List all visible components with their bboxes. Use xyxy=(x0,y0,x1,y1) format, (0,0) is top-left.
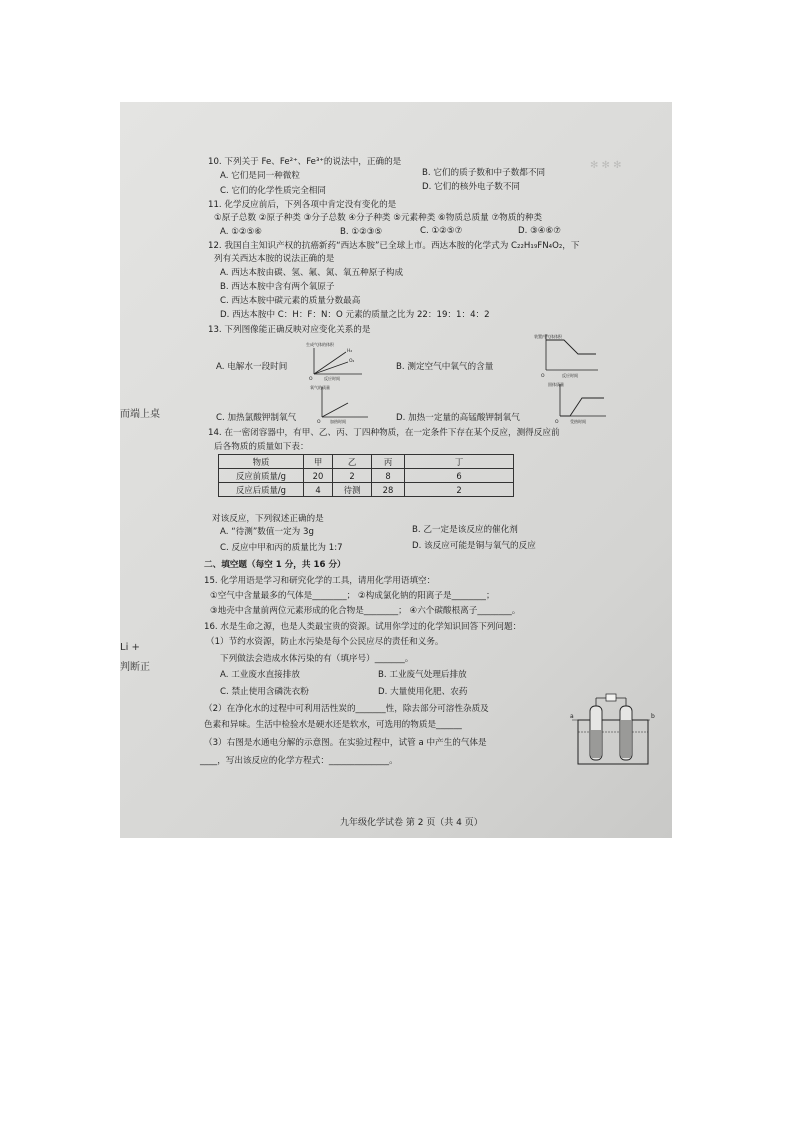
graph-a-o2-label: O₂ xyxy=(349,359,355,364)
electrolysis-diagram xyxy=(570,692,658,770)
q16-part1-question: 下列做法会造成水体污染的有（填序号）_______。 xyxy=(220,654,414,664)
graph-c-origin: O xyxy=(317,420,321,425)
table-cell: 待测 xyxy=(333,483,372,497)
graph-c xyxy=(310,381,372,425)
q12-option-c: C. 西达本胺中碳元素的质量分数最高 xyxy=(220,296,361,306)
side-fragment: 而端上桌 xyxy=(120,409,160,420)
q13-option-a: A. 电解水一段时间 xyxy=(216,362,288,372)
q11-option-c: C. ①②⑤⑦ xyxy=(420,226,463,236)
q14-stem-line1: 14. 在一密闭容器中，有甲、乙、丙、丁四种物质，在一定条件下存在某个反应，测得反应前 xyxy=(208,428,560,438)
q12-stem-line1: 12. 我国自主知识产权的抗癌新药“西达本胺”已全球上市。西达本胺的化学式为 C₂₂H₁₉FN₄O₂，下 xyxy=(208,241,580,251)
graph-a-h2-label: H₂ xyxy=(347,349,353,354)
table-row xyxy=(219,469,514,483)
q11-option-d: D. ③④⑥⑦ xyxy=(518,226,561,236)
exam-photo xyxy=(120,102,672,838)
bleed-through-text: ✻ ✻ ✻ xyxy=(590,160,622,171)
q12-stem-line2: 列有关西达本胺的说法正确的是 xyxy=(214,254,335,264)
table-cell: 反应后质量/g xyxy=(219,483,304,497)
q10-stem: 10. 下列关于 Fe、Fe²⁺、Fe³⁺的说法中，正确的是 xyxy=(208,157,402,167)
graph-a-origin: O xyxy=(309,377,313,382)
graph-a-ylabel: 生成气体的体积 xyxy=(306,342,334,347)
q12-option-b: B. 西达本胺中含有两个氧原子 xyxy=(220,282,335,292)
graph-c-ylabel: 氧气的质量 xyxy=(310,385,330,390)
graph-a-xlabel: 反应时间 xyxy=(324,376,340,381)
table-cell: 2 xyxy=(405,483,514,497)
q10-option-c: C. 它们的化学性质完全相同 xyxy=(220,186,326,196)
graph-d-xlabel: 受热时间 xyxy=(570,419,586,424)
table-header-cell: 丙 xyxy=(372,455,405,469)
graph-b xyxy=(534,330,600,378)
q12-option-a: A. 西达本胺由碳、氢、氟、氮、氧五种原子构成 xyxy=(220,268,404,278)
q13-option-c: C. 加热氯酸钾制氧气 xyxy=(216,413,297,423)
q10-option-b: B. 它们的质子数和中子数都不同 xyxy=(422,168,546,178)
page-footer: 九年级化学试卷 第 2 页（共 4 页） xyxy=(340,818,483,828)
q14-after: 对该反应，下列叙述正确的是 xyxy=(212,514,324,524)
section-heading: 二、填空题（每空 1 分，共 16 分） xyxy=(204,560,346,570)
q13-option-d: D. 加热一定量的高锰酸钾制氧气 xyxy=(396,413,520,423)
graph-a xyxy=(306,338,368,382)
side-fragment: Li + xyxy=(120,642,140,653)
table-header-cell: 物质 xyxy=(219,455,304,469)
q16-part3-line1: （3）右图是水通电分解的示意图。在实验过程中，试管 a 中产生的气体是 xyxy=(204,738,487,748)
table-header-cell: 甲 xyxy=(304,455,333,469)
q16-part2-line2: 色素和异味。生活中检验水是硬水还是软水，可选用的物质是______ xyxy=(204,720,462,730)
q16-part1: （1）节约水资源，防止水污染是每个公民应尽的责任和义务。 xyxy=(206,637,444,647)
table-cell: 8 xyxy=(372,469,405,483)
graph-d-ylabel: 固体质量 xyxy=(548,382,564,387)
graph-b-xlabel: 反应时间 xyxy=(562,373,578,378)
table-cell: 6 xyxy=(405,469,514,483)
table-cell: 2 xyxy=(333,469,372,483)
q10-option-d: D. 它们的核外电子数不同 xyxy=(422,182,521,192)
q16-option-d: D. 大量使用化肥、农药 xyxy=(378,687,468,697)
q11-option-a: A. ①②⑤⑥ xyxy=(220,227,263,237)
q14-option-c: C. 反应中甲和丙的质量比为 1:7 xyxy=(220,543,343,553)
q10-option-a: A. 它们是同一种微粒 xyxy=(220,171,300,181)
q14-option-b: B. 乙一定是该反应的催化剂 xyxy=(412,525,518,535)
tube-b-label: b xyxy=(651,713,655,720)
q14-option-d: D. 该反应可能是铜与氧气的反应 xyxy=(412,541,536,551)
q14-stem-line2: 后各物质的质量如下表： xyxy=(214,442,309,452)
table-cell: 4 xyxy=(304,483,333,497)
q11-items: ①原子总数 ②原子种类 ③分子总数 ④分子种类 ⑤元素种类 ⑥物质总质量 ⑦物质的种类 xyxy=(214,213,543,223)
q11-stem: 11. 化学反应前后，下列各项中肯定没有变化的是 xyxy=(208,200,397,210)
mass-table xyxy=(218,454,514,497)
q13-stem: 13. 下列图像能正确反映对应变化关系的是 xyxy=(208,325,371,335)
q12-option-d: D. 西达本胺中 C：H：F：N：O 元素的质量之比为 22：19：1：4：2 xyxy=(220,310,490,320)
q15-stem: 15. 化学用语是学习和研究化学的工具，请用化学用语填空： xyxy=(204,576,436,586)
q11-option-b: B. ①②③⑤ xyxy=(340,227,383,237)
q14-option-a: A. “待测”数值一定为 3g xyxy=(220,527,314,537)
q16-part3-line2: ____，写出该反应的化学方程式：______________。 xyxy=(200,756,398,766)
table-cell: 28 xyxy=(372,483,405,497)
table-row xyxy=(219,483,514,497)
tube-a-label: a xyxy=(570,713,574,720)
q16-option-b: B. 工业废气处理后排放 xyxy=(378,670,467,680)
q16-option-a: A. 工业废水直接排放 xyxy=(220,670,300,680)
q16-part2-line1: （2）在净化水的过程中可利用活性炭的_______性，除去部分可溶性杂质及 xyxy=(204,704,489,714)
graph-d xyxy=(548,378,608,424)
q13-option-b: B. 测定空气中氧气的含量 xyxy=(396,362,494,372)
q16-stem: 16. 水是生命之源，也是人类最宝贵的资源。试用你学过的化学知识回答下列问题： xyxy=(204,622,522,632)
table-header-cell: 乙 xyxy=(333,455,372,469)
table-header-row xyxy=(219,455,514,469)
graph-b-ylabel: 装置内气体体积 xyxy=(534,334,562,339)
q16-option-c: C. 禁止使用含磷洗衣粉 xyxy=(220,687,309,697)
table-cell: 反应前质量/g xyxy=(219,469,304,483)
graph-b-origin: O xyxy=(541,374,545,378)
q15-line1: ①空气中含量最多的气体是________； ②构成氯化钠的阳离子是________； xyxy=(210,591,495,601)
q15-line2: ③地壳中含量前两位元素形成的化合物是________； ④六个碳酸根离子________。 xyxy=(210,606,521,616)
graph-d-origin: O xyxy=(555,420,559,424)
graph-c-xlabel: 加热时间 xyxy=(330,419,346,424)
table-cell: 20 xyxy=(304,469,333,483)
side-fragment: 判断正 xyxy=(120,662,150,673)
table-header-cell: 丁 xyxy=(405,455,514,469)
